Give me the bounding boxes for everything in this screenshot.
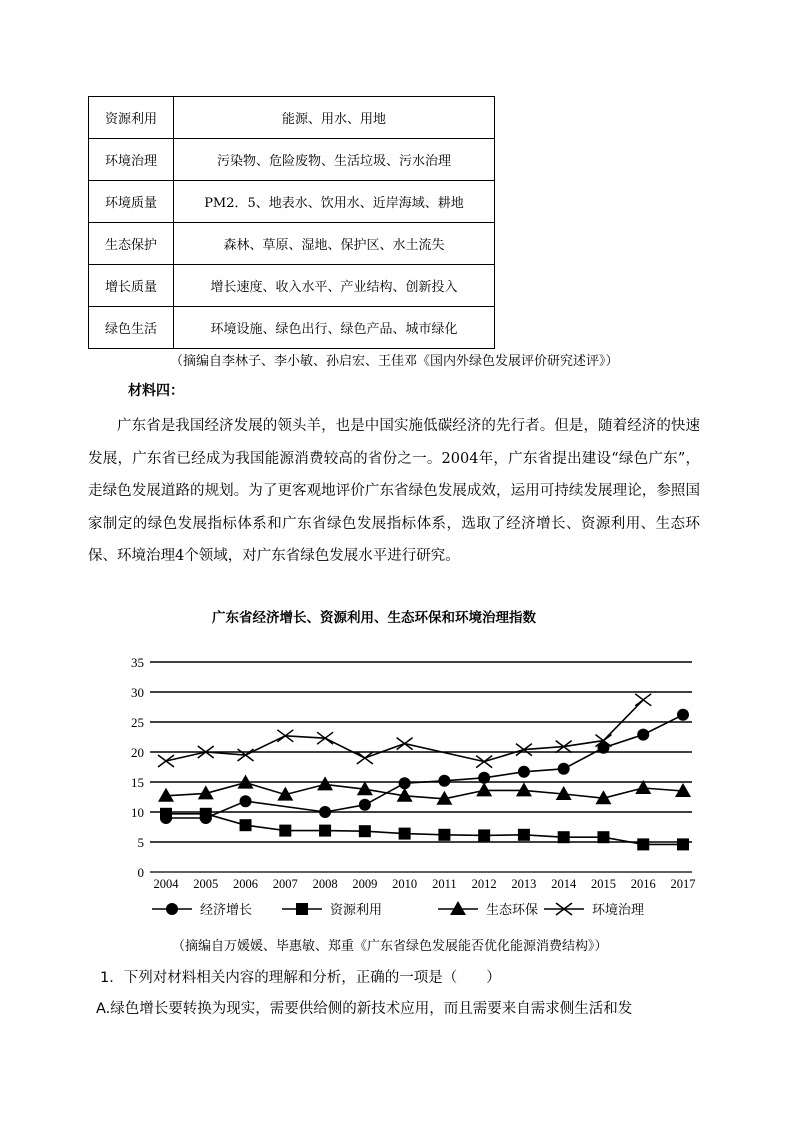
legend-label: 经济增长 (200, 902, 253, 917)
table-row (89, 97, 495, 139)
chart-title: 广东省经济增长、资源利用、生态环保和环境治理指数 (212, 610, 536, 625)
legend-marker-circle (166, 903, 178, 915)
data-point-circle (677, 709, 689, 721)
table-row (89, 139, 495, 181)
table-items-cell: PM2．5、地表水、饮用水、近岸海域、耕地 (174, 181, 495, 223)
legend-label: 生态环保 (486, 902, 539, 917)
x-tick-label: 2011 (432, 877, 457, 891)
y-tick-label: 30 (131, 685, 144, 700)
material-four-paragraph: 广东省是我国经济发展的领头羊，也是中国实施低碳经济的先行者。但是，随着经济的快速发展，广东省已经成为我国能源消费较高的省份之一。2004年，广东省提出建设“绿色广东”，走绿色发展道路的规划。为了更客观地评价广东省绿色发展成效，运用可持续发展理论，参照国家制定的绿色发展指标体系和广东省绿色发展指标体系，选取了经济增长、资源利用、生态环保、环境治理4个领域，对广东省绿色发展水平进行研究。 (88, 418, 700, 564)
data-point-circle (319, 806, 331, 818)
chart-source: （摘编自万媛媛、毕惠敏、郑重《广东省绿色发展能否优化能源消费结构》） (172, 939, 608, 954)
data-point-triangle (317, 776, 333, 790)
data-point-triangle (516, 782, 532, 796)
data-point-circle (558, 763, 570, 775)
y-tick-label: 10 (131, 805, 144, 820)
data-point-square (359, 825, 371, 837)
data-point-square (240, 819, 252, 831)
data-point-cross (476, 756, 492, 768)
y-tick-label: 20 (131, 745, 144, 760)
option-a: A.绿色增长要转换为现实，需要供给侧的新技术应用，而且需要来自需求侧生活和发 (96, 1001, 633, 1017)
data-point-square (597, 831, 609, 843)
series-4 (158, 694, 651, 768)
table-category-cell: 环境治理 (89, 139, 174, 181)
data-point-circle (240, 795, 252, 807)
x-tick-label: 2010 (392, 877, 418, 891)
table-items-cell: 污染物、危险废物、生活垃圾、污水治理 (174, 139, 495, 181)
legend-marker-square (296, 903, 308, 915)
chart-legend (152, 901, 644, 917)
y-tick-label: 35 (131, 655, 144, 670)
y-tick-label: 0 (137, 865, 144, 880)
y-tick-label: 5 (137, 835, 144, 850)
data-point-square (160, 808, 172, 820)
data-point-cross (397, 738, 413, 750)
x-tick-label: 2007 (272, 877, 298, 891)
y-tick-label: 25 (131, 715, 144, 730)
material-four-heading: 材料四： (128, 383, 184, 399)
table-category-cell: 生态保护 (89, 223, 174, 265)
series-1 (160, 709, 689, 824)
table-category-cell: 绿色生活 (89, 307, 174, 349)
x-tick-label: 2005 (193, 877, 219, 891)
data-point-cross (635, 694, 651, 706)
data-point-square (200, 808, 212, 820)
table-items-cell: 增长速度、收入水平、产业结构、创新投入 (174, 265, 495, 307)
y-tick-label: 15 (131, 775, 144, 790)
x-tick-label: 2015 (590, 877, 616, 891)
data-point-circle (399, 777, 411, 789)
table-category-cell: 资源利用 (89, 97, 174, 139)
table-row (89, 181, 495, 223)
legend-label: 资源利用 (330, 902, 383, 917)
data-point-cross (158, 755, 174, 767)
data-point-square (558, 831, 570, 843)
indicator-table (88, 96, 495, 349)
data-point-square (438, 829, 450, 841)
table-row (89, 223, 495, 265)
data-point-square (677, 838, 689, 850)
data-point-circle (518, 766, 530, 778)
series-3 (158, 775, 691, 805)
data-point-square (478, 829, 490, 841)
data-point-square (637, 838, 649, 850)
x-tick-label: 2017 (670, 877, 696, 891)
x-tick-label: 2013 (511, 877, 537, 891)
data-point-circle (478, 772, 490, 784)
data-point-square (399, 828, 411, 840)
x-tick-label: 2014 (551, 877, 577, 891)
data-point-triangle (476, 782, 492, 796)
x-tick-label: 2008 (312, 877, 338, 891)
series-2 (160, 808, 689, 851)
x-tick-label: 2009 (352, 877, 378, 891)
data-point-circle (359, 799, 371, 811)
data-point-square (279, 825, 291, 837)
data-point-square (319, 825, 331, 837)
index-line-chart (0, 600, 794, 930)
x-tick-label: 2016 (630, 877, 656, 891)
x-tick-label: 2012 (471, 877, 497, 891)
question-stem: 1．下列对材料相关内容的理解和分析，正确的一项是（ ） (100, 970, 501, 986)
data-point-square (518, 829, 530, 841)
table-items-cell: 环境设施、绿色出行、绿色产品、城市绿化 (174, 307, 495, 349)
x-tick-label: 2006 (233, 877, 259, 891)
table-category-cell: 增长质量 (89, 265, 174, 307)
table-items-cell: 森林、草原、湿地、保护区、水土流失 (174, 223, 495, 265)
data-point-cross (357, 752, 373, 764)
table-items-cell: 能源、用水、用地 (174, 97, 495, 139)
x-tick-label: 2004 (153, 877, 179, 891)
table-source: （摘编自李林子、李小敏、孙启宏、王佳邓《国内外绿色发展评价研究述评》） (170, 354, 619, 369)
data-point-circle (637, 729, 649, 741)
data-point-circle (438, 775, 450, 787)
table-row (89, 265, 495, 307)
legend-marker-triangle (450, 901, 466, 915)
table-row (89, 307, 495, 349)
legend-label: 环境治理 (592, 902, 645, 917)
table-category-cell: 环境质量 (89, 181, 174, 223)
